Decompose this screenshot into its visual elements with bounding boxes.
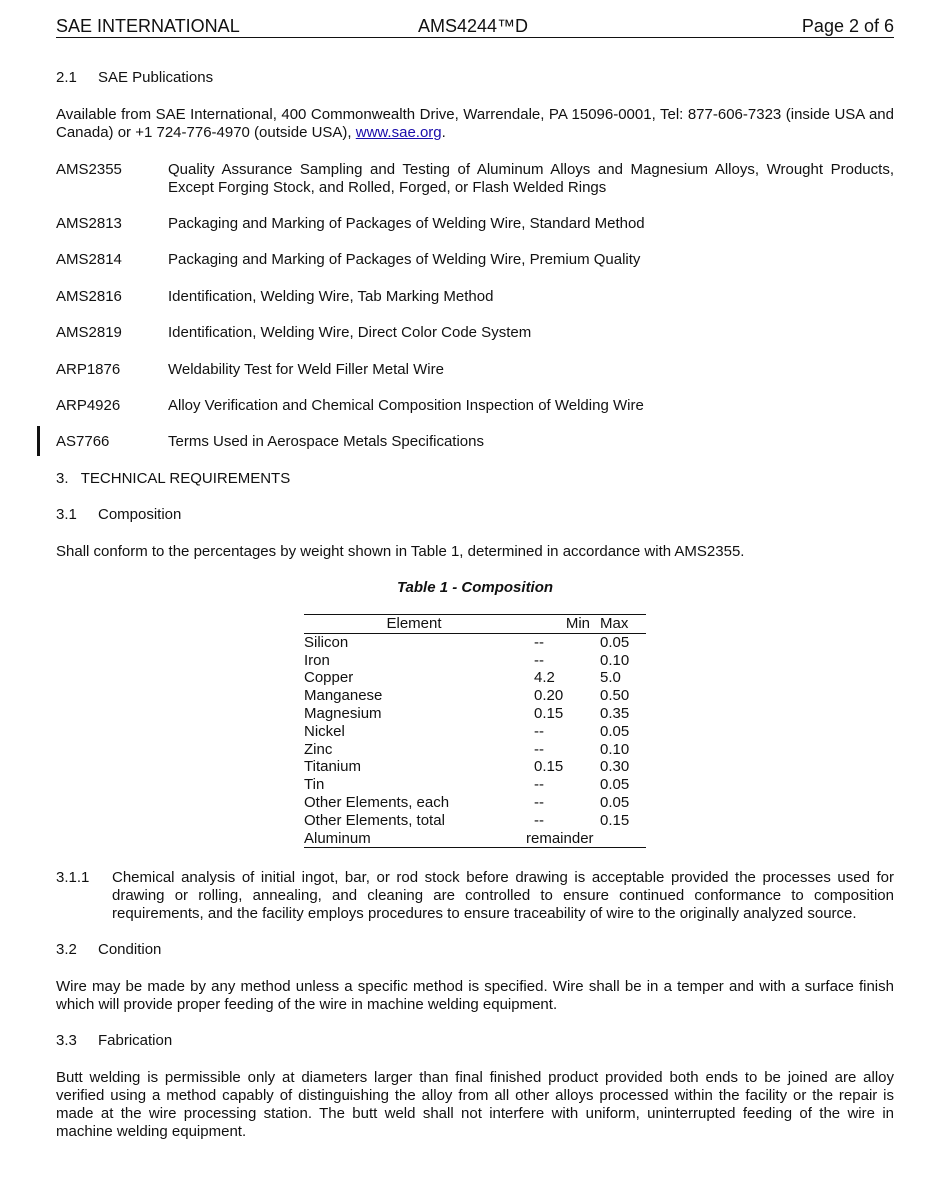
table-cell: 5.0: [600, 669, 621, 687]
table-cell: 0.15: [534, 758, 564, 776]
section-title: SAE Publications: [98, 69, 214, 86]
section-number: 2.1: [56, 69, 77, 86]
table-cell: 0.05: [600, 793, 630, 811]
table-row: [304, 776, 646, 794]
reference-item: [56, 361, 894, 381]
table-row: [304, 741, 646, 759]
reference-code: ARP4926: [56, 397, 121, 414]
header-page-number: Page 2 of 6: [801, 16, 894, 36]
reference-title: Alloy Verification and Chemical Composition Inspection of Welding Wire: [168, 397, 644, 414]
reference-title: Weldability Test for Weld Filler Metal Wire: [168, 361, 444, 378]
section-3-3-heading: [56, 1032, 172, 1050]
condition-paragraph: Wire may be made by any method unless a specific method is specified. Wire shall be in a temper and with a surface finish which will provide proper feeding of the wire in machine welding equipment.: [56, 978, 894, 1013]
table-header-row: [304, 615, 646, 634]
table-cell: 0.30: [600, 758, 630, 776]
column-header: Element: [304, 615, 524, 634]
reference-code: AMS2816: [56, 288, 122, 305]
table-cell: Silicon: [304, 633, 349, 651]
table-cell: 0.20: [534, 687, 564, 705]
reference-code: AMS2819: [56, 324, 122, 341]
reference-code: AS7766: [56, 433, 110, 450]
reference-item: [56, 433, 894, 453]
composition-table: [304, 614, 646, 848]
composition-paragraph: Shall conform to the percentages by weight shown in Table 1, determined in accordance with AMS2355.: [56, 543, 745, 560]
table-row: [304, 812, 646, 830]
table-cell: --: [534, 633, 544, 651]
table-cell: Titanium: [304, 758, 361, 776]
table-row: [304, 669, 646, 687]
table-cell: --: [534, 776, 544, 794]
section-2-1-heading: [56, 69, 213, 87]
section-3-heading: 3. TECHNICAL REQUIREMENTS: [56, 470, 291, 487]
page-header: [56, 15, 894, 38]
availability-text: Available from SAE International, 400 Commonwealth Drive, Warrendale, PA 15096-0001, Tel: 877-606-7323 (inside USA and Canada) or +1 724-776-4970 (outside USA),: [56, 106, 894, 141]
section-number: 3.3: [56, 1032, 77, 1049]
header-document-number: AMS4244™D: [418, 16, 529, 36]
section-text: Chemical analysis of initial ingot, bar, or rod stock before drawing is acceptable provided the processes used for drawing or rolling, annealing, and cleaning are controlled to ensure continued conformance to composition requirements, and the facility employs procedures to ensure traceability of wire to the originally analyzed source.: [112, 869, 894, 922]
reference-item: [56, 161, 894, 201]
table-cell: Zinc: [304, 740, 333, 758]
column-header: Max: [600, 615, 646, 634]
reference-code: AMS2813: [56, 215, 122, 232]
table-cell: Tin: [304, 776, 325, 794]
header-organization: SAE INTERNATIONAL: [56, 16, 240, 36]
table-row: [304, 830, 646, 848]
revision-change-bar: [37, 426, 40, 456]
reference-item: [56, 324, 894, 344]
table-cell: 0.15: [534, 704, 564, 722]
reference-item: [56, 215, 894, 235]
reference-code: AMS2814: [56, 251, 122, 268]
table-row: [304, 794, 646, 812]
table-cell: --: [534, 740, 544, 758]
reference-item: [56, 288, 894, 308]
table-row: [304, 652, 646, 670]
reference-title: Identification, Welding Wire, Direct Color Code System: [168, 324, 532, 341]
table-cell: Other Elements, total: [304, 811, 445, 829]
table-cell: 0.05: [600, 633, 630, 651]
table-cell: 0.10: [600, 740, 630, 758]
table-cell: Nickel: [304, 722, 345, 740]
table-cell: 0.50: [600, 687, 630, 705]
section-title: Fabrication: [98, 1032, 173, 1049]
section-title: Condition: [98, 941, 162, 958]
section-title: Composition: [98, 506, 182, 523]
table-cell: Copper: [304, 669, 354, 687]
table-caption: Table 1 - Composition: [396, 579, 554, 596]
table-cell: Other Elements, each: [304, 793, 450, 811]
fabrication-paragraph: Butt welding is permissible only at diameters larger than final finished product provided both ends to be joined are alloy verified using a method capably of distinguishing the alloy from all other alloys processed within the facility or the repair is made at the wire processing station. The butt weld shall not interfere with uniform, uninterrupted feeding of the wire in machine welding equipment.: [56, 1069, 894, 1140]
table-cell: 0.35: [600, 704, 630, 722]
section-3-1-heading: [56, 506, 181, 524]
table-cell: 0.05: [600, 776, 630, 794]
table-cell: --: [534, 793, 544, 811]
table-cell: Aluminum: [304, 830, 524, 848]
table-cell: remainder: [524, 830, 646, 848]
table-cell: Magnesium: [304, 704, 382, 722]
reference-title: Terms Used in Aerospace Metals Specifications: [168, 433, 484, 450]
table-cell: Iron: [304, 651, 330, 669]
reference-title: Quality Assurance Sampling and Testing of Aluminum Alloys and Magnesium Alloys, Wrought Products, Except Forging Stock, and Rolled, Forged, or Flash Welded Rings: [168, 161, 894, 196]
column-header: Min: [524, 615, 600, 634]
table-cell: --: [534, 651, 544, 669]
section-number: 3.2: [56, 941, 77, 958]
reference-title: Packaging and Marking of Packages of Welding Wire, Premium Quality: [168, 251, 641, 268]
table-cell: 4.2: [534, 669, 555, 687]
table-cell: 0.05: [600, 722, 630, 740]
reference-item: [56, 397, 894, 417]
table-row: [304, 723, 646, 741]
table-row: [304, 633, 646, 651]
table-cell: --: [534, 722, 544, 740]
reference-title: Identification, Welding Wire, Tab Marking Method: [168, 288, 494, 305]
table-row: [304, 705, 646, 723]
section-number: 3.1.1: [56, 869, 90, 886]
availability-suffix: .: [441, 124, 446, 141]
availability-paragraph: [56, 106, 894, 142]
table-cell: --: [534, 811, 544, 829]
sae-website-link[interactable]: www.sae.org: [355, 124, 442, 141]
table-row: [304, 758, 646, 776]
table-cell: 0.10: [600, 651, 630, 669]
reference-title: Packaging and Marking of Packages of Welding Wire, Standard Method: [168, 215, 645, 232]
section-number: 3.1: [56, 506, 77, 523]
reference-item: [56, 251, 894, 271]
table-cell: Manganese: [304, 687, 383, 705]
section-3-2-heading: [56, 941, 161, 959]
reference-code: ARP1876: [56, 361, 121, 378]
table-row: [304, 687, 646, 705]
reference-code: AMS2355: [56, 161, 122, 178]
table-cell: 0.15: [600, 811, 630, 829]
